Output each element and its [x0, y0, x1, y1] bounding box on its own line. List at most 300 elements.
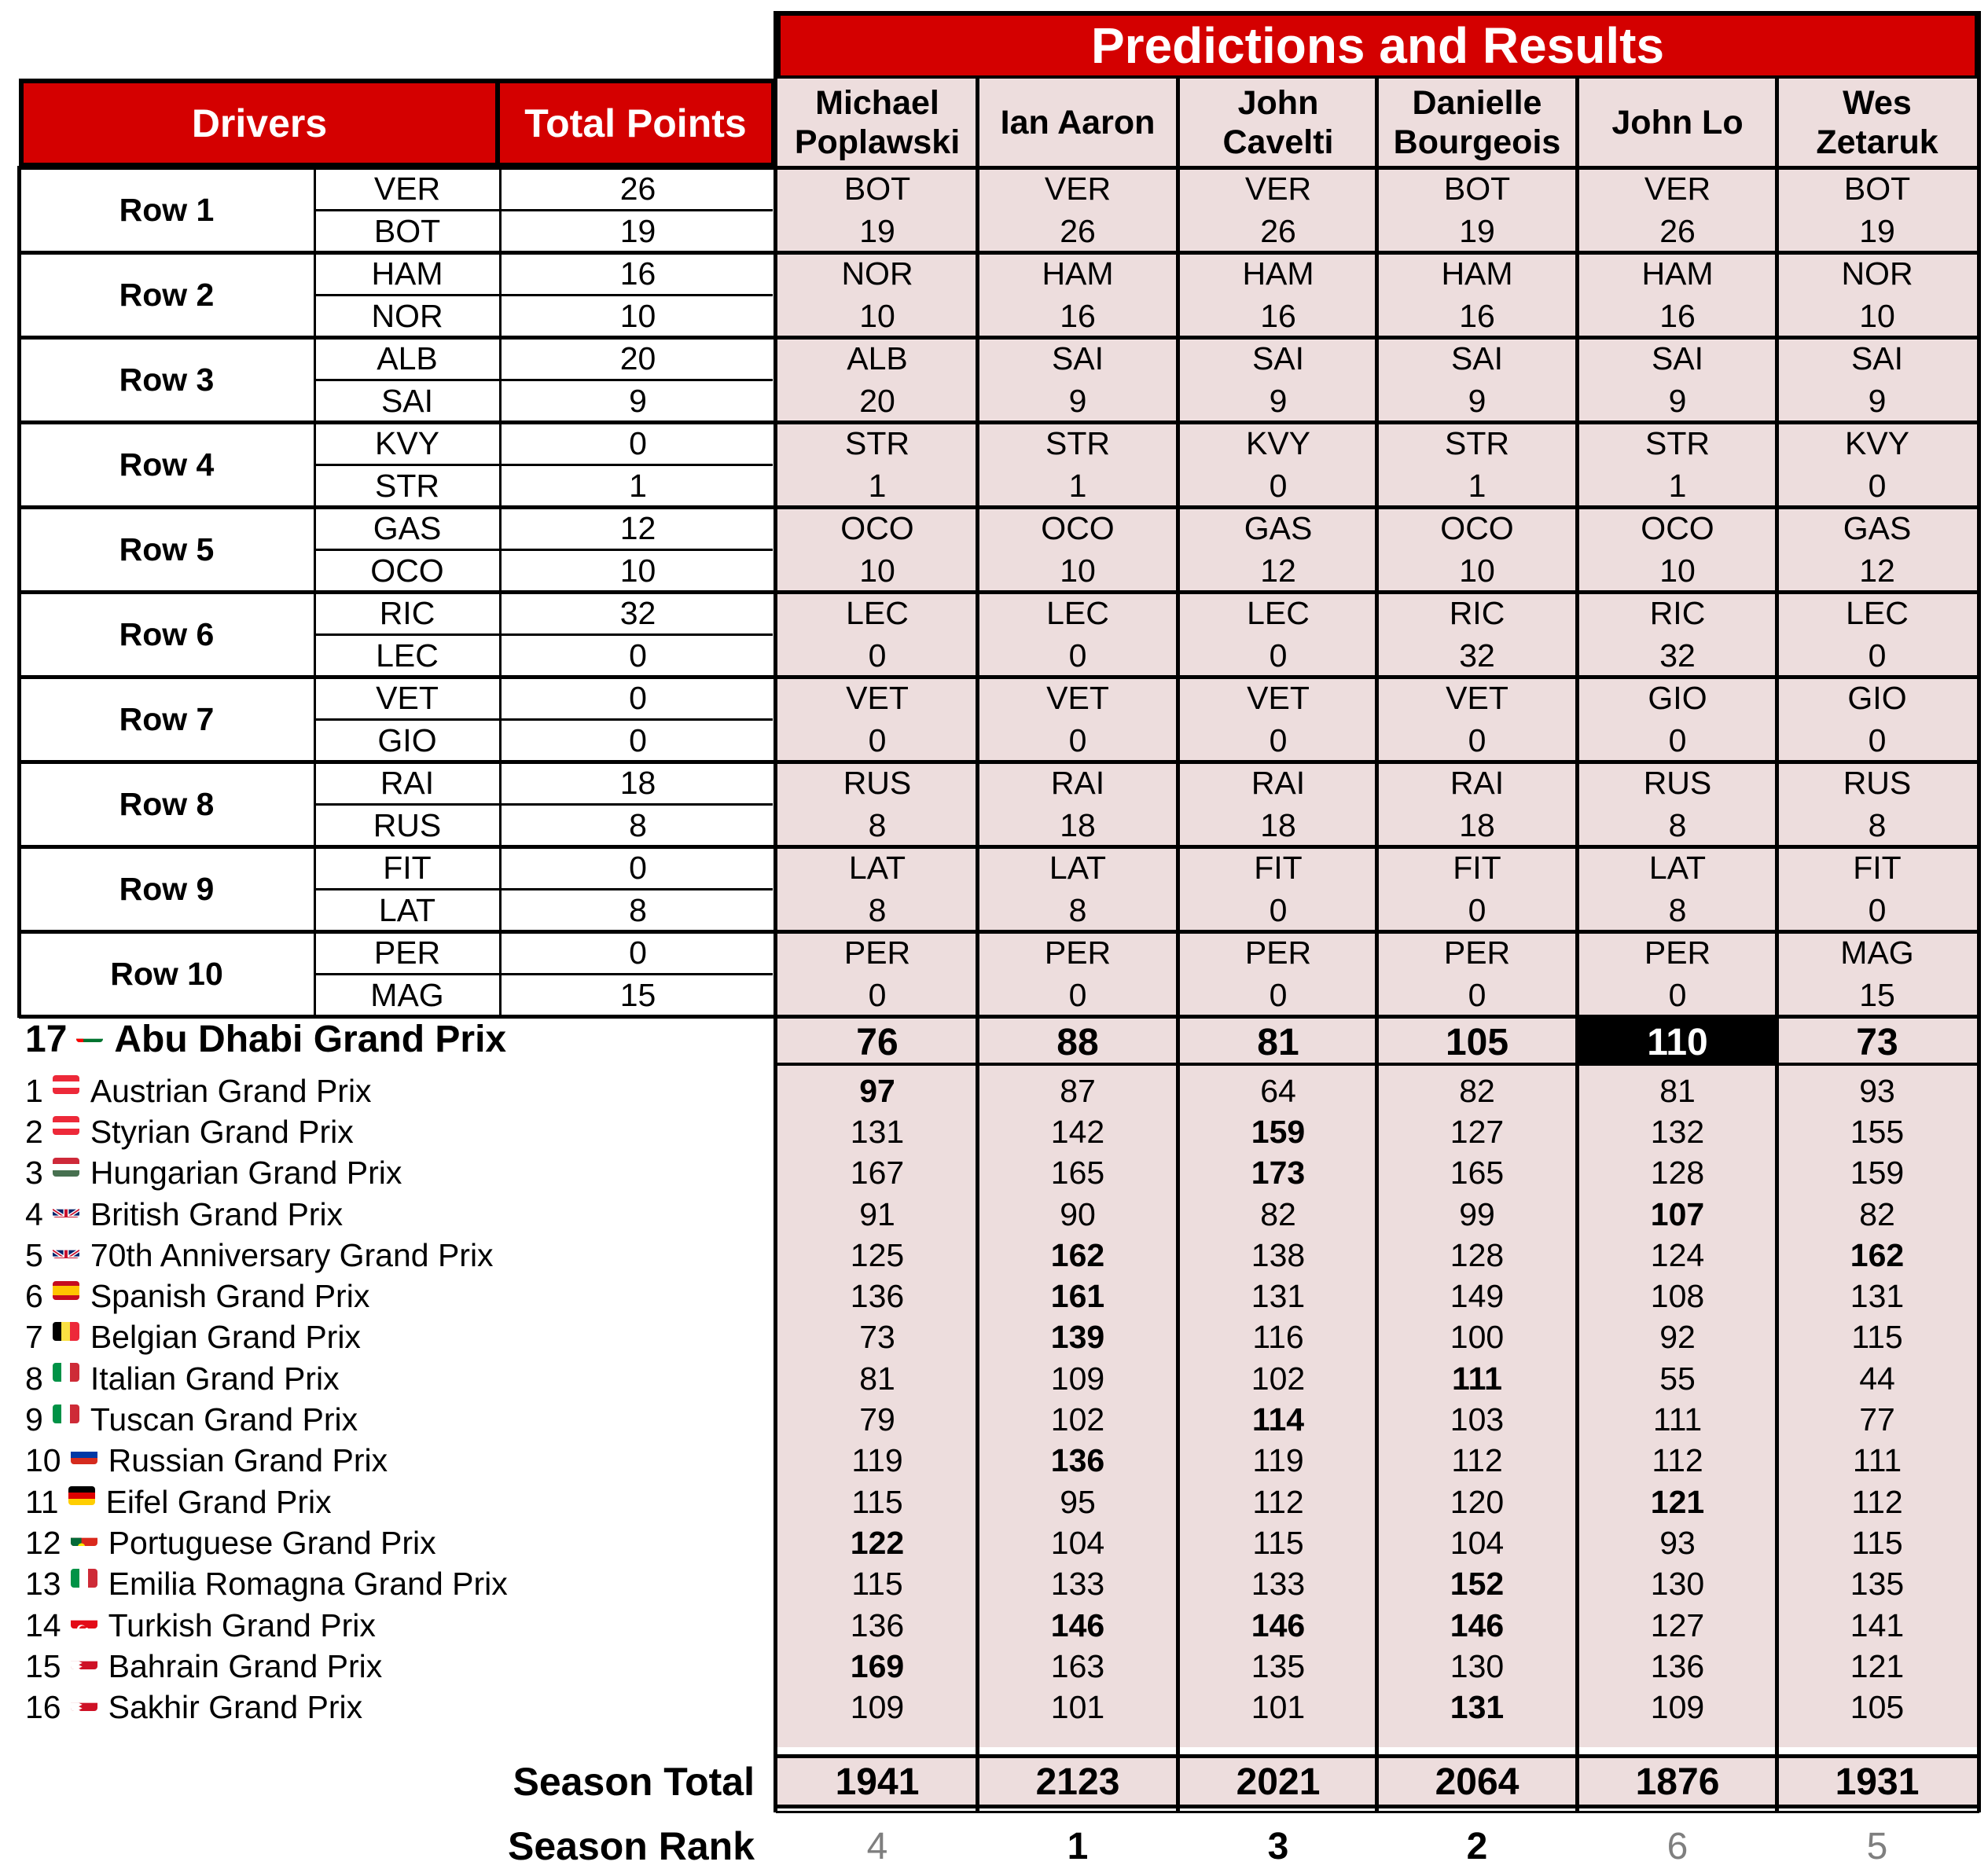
- season-total-value: 2021: [1236, 1761, 1321, 1803]
- row-label: Row 8: [119, 785, 215, 822]
- race-score: 81: [859, 1360, 895, 1397]
- race-score: 163: [1050, 1647, 1105, 1684]
- predictor-name-5: [1578, 79, 1777, 167]
- points-divider: [499, 167, 502, 1016]
- race-score: 44: [1859, 1360, 1895, 1397]
- race-name: Sakhir Grand Prix: [108, 1689, 363, 1726]
- race-score: 121: [1650, 1483, 1705, 1520]
- prediction-driver: GAS: [1244, 509, 1313, 546]
- current-race-title: [25, 1015, 772, 1063]
- title-bar: [776, 11, 1979, 80]
- race-score: 101: [1251, 1689, 1306, 1726]
- race-score: 104: [1050, 1524, 1105, 1561]
- driver-label-divider: [314, 167, 316, 1016]
- prediction-driver: SAI: [1850, 340, 1904, 376]
- race-score: 81: [1659, 1072, 1696, 1109]
- row-label: Row 2: [119, 276, 215, 313]
- prediction-driver: RUS: [843, 764, 912, 801]
- prediction-points: 18: [1459, 806, 1495, 843]
- prediction-points: 0: [1668, 722, 1687, 758]
- prediction-driver: FIT: [1254, 849, 1303, 886]
- predictor-name-line2: Cavelti: [1222, 123, 1334, 161]
- prediction-driver: STR: [1445, 424, 1509, 461]
- driver-code: OCO: [370, 552, 444, 589]
- prediction-driver: GIO: [1648, 679, 1707, 716]
- prediction-points: 9: [1068, 382, 1087, 419]
- driver-points: 10: [619, 297, 656, 334]
- prediction-points: 12: [1859, 552, 1895, 589]
- predictor-column-divider: [1775, 79, 1779, 1812]
- prediction-driver: HAM: [1242, 255, 1314, 292]
- race-number: 11: [25, 1483, 59, 1520]
- predictor-name-text: [1611, 104, 1743, 142]
- flag-turkey-icon: [71, 1610, 97, 1628]
- predictor-name-2: [979, 79, 1177, 167]
- race-score: 119: [1252, 1442, 1304, 1479]
- prediction-points: 8: [1068, 891, 1087, 928]
- race-score: 111: [1852, 1442, 1902, 1479]
- race-score: 138: [1251, 1236, 1306, 1273]
- driver-subdivider: [314, 379, 773, 381]
- race-number: 5: [25, 1236, 43, 1273]
- race-name: Hungarian Grand Prix: [90, 1155, 402, 1192]
- race-score: 132: [1650, 1113, 1705, 1150]
- flag-bahrain-icon: [71, 1651, 97, 1669]
- race-name: Styrian Grand Prix: [90, 1113, 354, 1150]
- race-score: 107: [1650, 1195, 1705, 1232]
- race-score: 119: [851, 1442, 903, 1479]
- prediction-driver: PER: [1244, 934, 1312, 971]
- prediction-points: 0: [1269, 637, 1288, 674]
- predictor-name-line1: John: [1237, 84, 1319, 123]
- predictor-name-text: [795, 84, 960, 162]
- prediction-points: 0: [1868, 891, 1887, 928]
- driver-points: 8: [629, 806, 647, 843]
- predictor-name-text: [1394, 84, 1561, 162]
- predictor-column-divider: [1375, 79, 1379, 1812]
- predictor-name-6: [1778, 79, 1976, 167]
- prediction-driver: PER: [1443, 934, 1511, 971]
- prediction-points: 0: [1068, 976, 1087, 1013]
- season-total-label: Season Total: [513, 1760, 755, 1804]
- prediction-driver: RAI: [1251, 764, 1306, 801]
- prediction-points: 0: [868, 722, 887, 758]
- race-score: 100: [1450, 1319, 1505, 1356]
- prediction-driver: RUS: [1643, 764, 1712, 801]
- race-name-row: [25, 1564, 772, 1605]
- race-score: 112: [1451, 1442, 1503, 1479]
- prediction-driver: NOR: [1841, 255, 1913, 292]
- race-name-row: [25, 1441, 772, 1482]
- race-number: 8: [25, 1360, 43, 1397]
- race-score: 114: [1251, 1401, 1305, 1438]
- flag-austria-icon: [53, 1075, 79, 1094]
- race-score: 79: [859, 1401, 895, 1438]
- prediction-points: 0: [1068, 637, 1087, 674]
- prediction-driver: VER: [1644, 170, 1711, 207]
- prediction-points: 9: [1868, 382, 1887, 419]
- prediction-driver: BOT: [1843, 170, 1911, 207]
- prediction-driver: PER: [1044, 934, 1112, 971]
- race-number: 7: [25, 1319, 43, 1356]
- prediction-points: 1: [1068, 467, 1087, 504]
- driver-code: ALB: [377, 340, 438, 376]
- row-divider: [19, 590, 779, 594]
- prediction-driver: SAI: [1450, 340, 1504, 376]
- race-score: 133: [1050, 1566, 1105, 1603]
- prediction-points: 0: [868, 976, 887, 1013]
- prediction-points: 8: [1668, 806, 1687, 843]
- prediction-driver: LAT: [1049, 849, 1107, 886]
- row-label: Row 6: [119, 615, 215, 652]
- flag-hungary-icon: [53, 1158, 79, 1177]
- race-number: 2: [25, 1113, 43, 1150]
- predictor-name-4: [1378, 79, 1576, 167]
- race-score: 130: [1450, 1647, 1505, 1684]
- prediction-points: 8: [868, 891, 887, 928]
- race-score: 95: [1060, 1483, 1096, 1520]
- prediction-driver: KVY: [1844, 424, 1910, 461]
- predictor-name-line1: Wes: [1843, 84, 1912, 123]
- driver-points: 8: [629, 891, 647, 928]
- flag-italy-icon: [53, 1363, 79, 1382]
- prediction-driver: LAT: [1648, 849, 1707, 886]
- prediction-driver: HAM: [1042, 255, 1114, 292]
- prediction-driver: OCO: [840, 509, 914, 546]
- current-race-name: Abu Dhabi Grand Prix: [114, 1018, 507, 1060]
- prediction-points: 8: [1868, 806, 1887, 843]
- predictor-name-line2: Bourgeois: [1393, 123, 1561, 161]
- race-score: 146: [1450, 1606, 1505, 1643]
- row-divider: [19, 675, 779, 679]
- prediction-points: 0: [1668, 976, 1687, 1013]
- race-score: 102: [1251, 1360, 1306, 1397]
- race-score: 131: [1251, 1278, 1306, 1315]
- total-points-header-label: Total Points: [500, 83, 771, 163]
- prediction-points: 10: [859, 297, 895, 334]
- driver-subdivider: [314, 633, 773, 636]
- row-divider: [19, 930, 779, 934]
- prediction-points: 10: [1060, 552, 1096, 589]
- row-divider: [19, 336, 779, 340]
- race-score: 112: [1252, 1483, 1304, 1520]
- race-score: 55: [1659, 1360, 1696, 1397]
- prediction-points: 26: [1659, 212, 1696, 249]
- race-score: 111: [1452, 1360, 1502, 1397]
- race-score: 102: [1050, 1401, 1105, 1438]
- prediction-points: 0: [1468, 891, 1486, 928]
- race-score: 125: [850, 1236, 905, 1273]
- race-score: 115: [851, 1566, 903, 1603]
- prediction-driver: NOR: [841, 255, 913, 292]
- prediction-driver: LEC: [1846, 594, 1909, 631]
- race-number: 10: [25, 1442, 61, 1479]
- predictor-column-divider: [976, 79, 979, 1812]
- current-race-score: 105: [1445, 1021, 1509, 1063]
- row-label: Row 7: [119, 700, 215, 737]
- driver-code: STR: [375, 467, 439, 504]
- driver-code: BOT: [373, 212, 441, 249]
- current-race-score: 110: [1578, 1019, 1777, 1066]
- prediction-driver: RAI: [1450, 764, 1505, 801]
- driver-code: PER: [373, 934, 441, 971]
- driver-points: 9: [629, 382, 647, 419]
- prediction-driver: VET: [1046, 679, 1109, 716]
- driver-code: LAT: [378, 891, 436, 928]
- predictor-name-line1: Ian Aaron: [1000, 103, 1156, 141]
- row-divider: [19, 760, 779, 764]
- prediction-driver: OCO: [1440, 509, 1514, 546]
- race-score: 124: [1650, 1236, 1705, 1273]
- prediction-points: 10: [859, 552, 895, 589]
- flag-italy-icon: [71, 1569, 97, 1588]
- prediction-points: 0: [1868, 467, 1887, 504]
- prediction-driver: MAG: [1840, 934, 1914, 971]
- driver-points: 16: [619, 255, 656, 292]
- race-number: 16: [25, 1689, 61, 1726]
- race-number: 3: [25, 1155, 43, 1192]
- prediction-points: 18: [1260, 806, 1296, 843]
- predictor-right-border: [1977, 11, 1981, 1812]
- race-score: 120: [1450, 1483, 1505, 1520]
- prediction-points: 20: [859, 382, 895, 419]
- row-label: Row 1: [119, 191, 215, 228]
- race-score: 73: [859, 1319, 895, 1356]
- prediction-points: 0: [1269, 467, 1288, 504]
- current-race-score: 88: [1056, 1021, 1099, 1063]
- driver-code: RIC: [379, 594, 435, 631]
- race-number: 6: [25, 1278, 43, 1315]
- driver-code: RAI: [380, 764, 435, 801]
- driver-points: 0: [629, 934, 647, 971]
- race-score: 105: [1850, 1689, 1905, 1726]
- driver-code: VET: [376, 679, 439, 716]
- race-score: 169: [850, 1647, 905, 1684]
- race-name-row: [25, 1153, 772, 1194]
- race-name: 70th Anniversary Grand Prix: [90, 1236, 494, 1273]
- race-score: 109: [850, 1689, 905, 1726]
- race-name-row: [25, 1111, 772, 1152]
- driver-code: MAG: [370, 976, 444, 1013]
- prediction-points: 16: [1260, 297, 1296, 334]
- race-score: 142: [1050, 1113, 1105, 1150]
- prediction-driver: HAM: [1441, 255, 1513, 292]
- race-score: 128: [1450, 1236, 1505, 1273]
- prediction-driver: BOT: [1443, 170, 1511, 207]
- prediction-points: 12: [1260, 552, 1296, 589]
- flag-austria-icon: [53, 1116, 79, 1135]
- row-divider: [19, 505, 779, 509]
- race-score: 136: [1050, 1442, 1105, 1479]
- prediction-points: 10: [1459, 552, 1495, 589]
- race-score: 97: [859, 1072, 895, 1109]
- race-score: 122: [850, 1524, 905, 1561]
- race-name-row: [25, 1194, 772, 1235]
- prediction-driver: GAS: [1843, 509, 1912, 546]
- race-number: 15: [25, 1647, 61, 1684]
- race-score: 165: [1450, 1155, 1505, 1192]
- prediction-driver: RUS: [1843, 764, 1912, 801]
- race-name-row: [25, 1235, 772, 1276]
- prediction-driver: LEC: [846, 594, 909, 631]
- race-name-row: [25, 1276, 772, 1317]
- race-score: 162: [1050, 1236, 1105, 1273]
- flag-uk-icon: [53, 1239, 79, 1258]
- row-label: Row 10: [110, 955, 223, 992]
- race-score: 152: [1450, 1566, 1505, 1603]
- page-title: Predictions and Results: [781, 16, 1975, 75]
- race-name-row: [25, 1605, 772, 1646]
- race-score: 131: [850, 1113, 905, 1150]
- flag-italy-icon: [53, 1405, 79, 1423]
- prediction-driver: VER: [1044, 170, 1112, 207]
- race-score: 131: [1450, 1689, 1505, 1726]
- prediction-points: 10: [1659, 552, 1696, 589]
- race-score: 165: [1050, 1155, 1105, 1192]
- predictor-name-text: [1816, 84, 1938, 162]
- prediction-driver: STR: [1045, 424, 1110, 461]
- race-name: Austrian Grand Prix: [90, 1072, 372, 1109]
- prediction-driver: HAM: [1641, 255, 1714, 292]
- race-name: Russian Grand Prix: [108, 1442, 388, 1479]
- race-score: 116: [1252, 1319, 1304, 1356]
- prediction-points: 0: [1868, 637, 1887, 674]
- race-score: 146: [1050, 1606, 1105, 1643]
- row-label: Row 3: [119, 361, 215, 398]
- race-score: 109: [1650, 1689, 1705, 1726]
- prediction-points: 8: [868, 806, 887, 843]
- prediction-driver: RIC: [1449, 594, 1505, 631]
- race-score: 141: [1850, 1606, 1905, 1643]
- driver-points: 0: [629, 679, 647, 716]
- predictor-left-border: [774, 11, 777, 1812]
- prediction-points: 8: [1668, 891, 1687, 928]
- season-rank-label: Season Rank: [507, 1824, 755, 1868]
- race-score: 128: [1650, 1155, 1705, 1192]
- prediction-driver: VER: [1244, 170, 1312, 207]
- driver-points: 0: [629, 849, 647, 886]
- row-label: Row 4: [119, 446, 215, 483]
- prediction-points: 10: [1859, 297, 1895, 334]
- driver-subdivider: [314, 803, 773, 806]
- race-name: British Grand Prix: [90, 1195, 344, 1232]
- predictor-name-text: [1222, 84, 1333, 162]
- race-score: 108: [1650, 1278, 1705, 1315]
- race-score: 115: [1851, 1319, 1903, 1356]
- row-divider: [19, 420, 779, 424]
- race-score: 109: [1050, 1360, 1105, 1397]
- race-score: 93: [1659, 1524, 1696, 1561]
- drivers-header-label: Drivers: [24, 83, 495, 163]
- race-name: Spanish Grand Prix: [90, 1278, 370, 1315]
- current-race-score: 76: [856, 1021, 898, 1063]
- prediction-driver: RIC: [1649, 594, 1706, 631]
- prediction-driver: RAI: [1050, 764, 1105, 801]
- driver-points: 10: [619, 552, 656, 589]
- race-name: Emilia Romagna Grand Prix: [108, 1566, 508, 1603]
- race-score: 82: [1260, 1195, 1296, 1232]
- race-number: 12: [25, 1524, 61, 1561]
- flag-bahrain-icon: [71, 1692, 97, 1711]
- current-race-score: 73: [1856, 1021, 1898, 1063]
- prediction-driver: VET: [1446, 679, 1508, 716]
- driver-subdivider: [314, 888, 773, 890]
- predictor-name-line2: Zetaruk: [1816, 123, 1938, 161]
- driver-points: 0: [629, 722, 647, 758]
- prediction-driver: FIT: [1453, 849, 1501, 886]
- race-score: 149: [1450, 1278, 1505, 1315]
- race-name: Italian Grand Prix: [90, 1360, 340, 1397]
- driver-code: RUS: [373, 806, 442, 843]
- race-score: 121: [1850, 1647, 1905, 1684]
- race-score: 135: [1850, 1566, 1905, 1603]
- prediction-driver: OCO: [1641, 509, 1714, 546]
- race-score: 99: [1459, 1195, 1495, 1232]
- race-score: 90: [1060, 1195, 1096, 1232]
- flag-russia-icon: [71, 1445, 97, 1464]
- race-score: 112: [1652, 1442, 1703, 1479]
- prediction-points: 19: [859, 212, 895, 249]
- driver-code: GIO: [377, 722, 437, 758]
- prediction-points: 19: [1859, 212, 1895, 249]
- race-score: 167: [850, 1155, 905, 1192]
- race-score: 146: [1251, 1606, 1306, 1643]
- race-score: 82: [1459, 1072, 1495, 1109]
- prediction-points: 0: [1068, 722, 1087, 758]
- race-score: 136: [850, 1606, 905, 1643]
- row-divider: [19, 166, 779, 170]
- race-number: 4: [25, 1195, 43, 1232]
- predictor-name-3: [1179, 79, 1377, 167]
- race-name-row: [25, 1646, 772, 1687]
- season-total-value: 1876: [1635, 1761, 1720, 1803]
- prediction-points: 1: [1468, 467, 1486, 504]
- prediction-points: 32: [1659, 637, 1696, 674]
- season-rank-value: 5: [1866, 1825, 1888, 1867]
- season-total-value: 2064: [1435, 1761, 1519, 1803]
- row-label: Row 5: [119, 531, 215, 567]
- race-number: 9: [25, 1401, 43, 1438]
- race-score: 173: [1251, 1155, 1306, 1192]
- race-score: 92: [1659, 1319, 1696, 1356]
- prediction-points: 0: [1269, 891, 1288, 928]
- driver-subdivider: [314, 973, 773, 975]
- prediction-points: 9: [1468, 382, 1486, 419]
- driver-subdivider: [314, 549, 773, 551]
- flag-germany-icon: [68, 1486, 95, 1505]
- prediction-driver: BOT: [843, 170, 911, 207]
- prediction-driver: PER: [843, 934, 911, 971]
- prediction-driver: PER: [1644, 934, 1711, 971]
- race-name: Tuscan Grand Prix: [90, 1401, 358, 1438]
- predictor-name-line2: Poplawski: [794, 123, 961, 161]
- season-total-value: 1931: [1835, 1761, 1920, 1803]
- race-number: 14: [25, 1606, 61, 1643]
- driver-points: 1: [629, 467, 647, 504]
- flag-uae-icon: [76, 1023, 103, 1042]
- prediction-driver: LEC: [1247, 594, 1310, 631]
- prediction-driver: SAI: [1051, 340, 1104, 376]
- prediction-driver: FIT: [1853, 849, 1902, 886]
- race-score: 104: [1450, 1524, 1505, 1561]
- race-name-row: [25, 1358, 772, 1399]
- driver-subdivider: [314, 464, 773, 466]
- driver-subdivider: [314, 209, 773, 211]
- flag-belgium-icon: [53, 1322, 79, 1341]
- prediction-driver: SAI: [1251, 340, 1305, 376]
- season-total-value: 2123: [1035, 1761, 1120, 1803]
- flag-uk-icon: [53, 1199, 79, 1217]
